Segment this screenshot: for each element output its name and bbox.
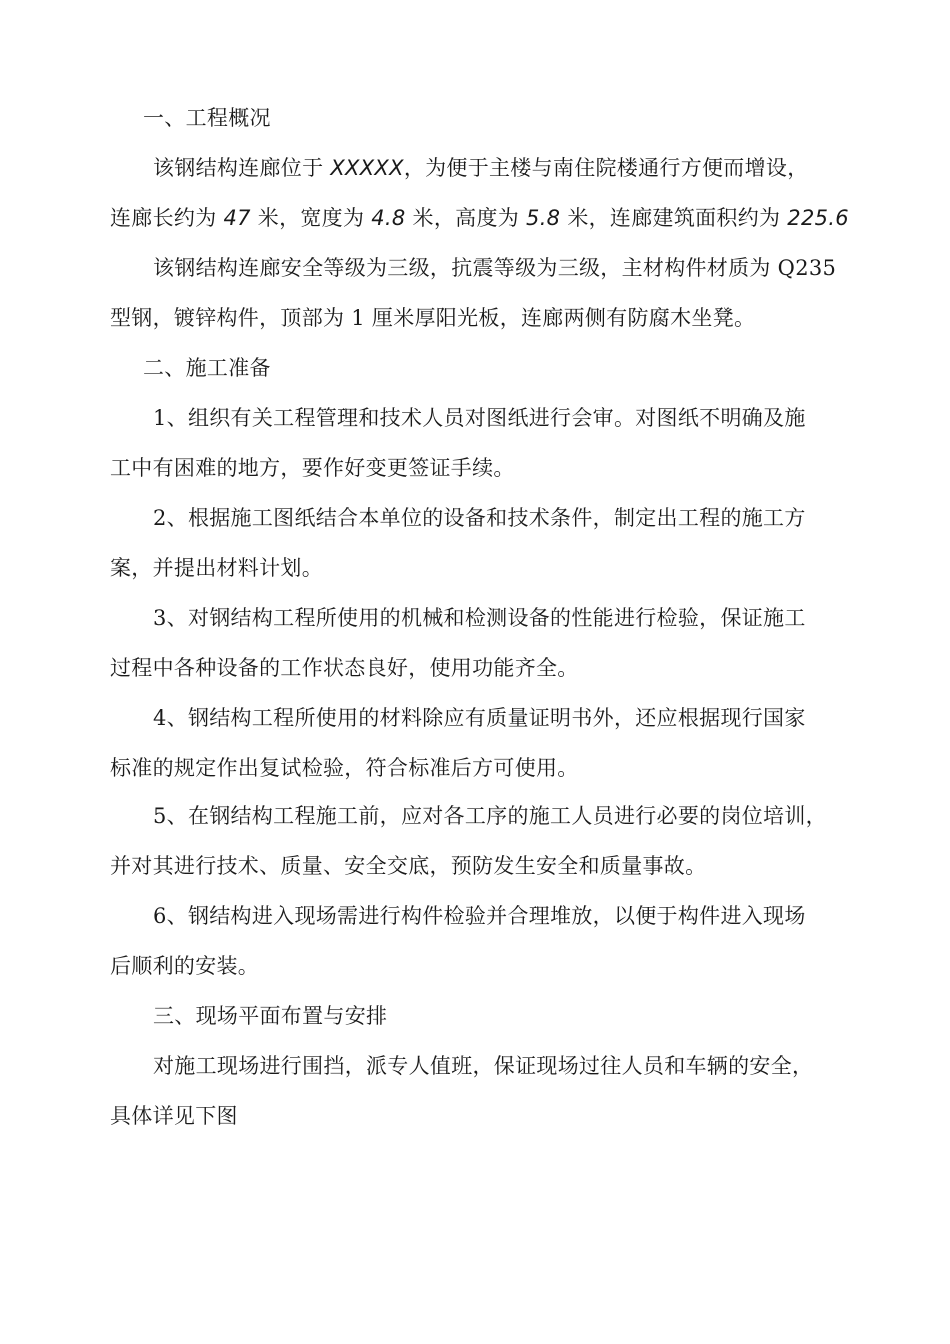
list-item-line: 案，并提出材料计划。 — [110, 556, 323, 580]
paragraph-line: 该钢结构连廊安全等级为三级，抗震等级为三级，主材构件材质为 Q235 — [153, 256, 837, 280]
text-span: 米，宽度为 — [250, 206, 372, 230]
paragraph-line: 对施工现场进行围挡，派专人值班，保证现场过往人员和车辆的安全， — [153, 1054, 814, 1078]
height-value: 5.8 — [526, 206, 561, 230]
paragraph-line — [153, 154, 809, 182]
list-item-line: 1、组织有关工程管理和技术人员对图纸进行会审。对图纸不明确及施 — [153, 406, 806, 430]
text-span: ，为便于主楼与南住院楼通行方便而增设， — [403, 156, 809, 180]
list-item-line: 过程中各种设备的工作状态良好，使用功能齐全。 — [110, 656, 579, 680]
width-value: 4.8 — [371, 206, 406, 230]
section-heading-preparation: 二、施工准备 — [143, 356, 271, 380]
list-item-line: 2、根据施工图纸结合本单位的设备和技术条件，制定出工程的施工方 — [153, 506, 806, 530]
text-span: 该钢结构连廊位于 — [153, 156, 331, 180]
list-item-line: 3、对钢结构工程所使用的机械和检测设备的性能进行检验，保证施工 — [153, 606, 806, 630]
list-item-line: 4、钢结构工程所使用的材料除应有质量证明书外，还应根据现行国家 — [153, 706, 806, 730]
list-item-line: 5、在钢结构工程施工前，应对各工序的施工人员进行必要的岗位培训， — [153, 804, 827, 828]
location-value: XXXXX — [330, 156, 404, 180]
paragraph-line: 具体详见下图 — [110, 1104, 238, 1128]
list-item-line: 后顺利的安装。 — [110, 954, 260, 978]
list-item-line: 标准的规定作出复试检验，符合标准后方可使用。 — [110, 756, 579, 780]
area-value: 225.6 — [787, 206, 849, 230]
list-item-line: 并对其进行技术、质量、安全交底，预防发生安全和质量事故。 — [110, 854, 707, 878]
section-heading-overview: 一、工程概况 — [143, 106, 271, 130]
section-heading-site-layout: 三、现场平面布置与安排 — [153, 1004, 388, 1028]
paragraph-line — [110, 204, 849, 232]
length-value: 47 — [223, 206, 251, 230]
text-span: 米，高度为 — [405, 206, 527, 230]
paragraph-line: 型钢，镀锌构件，顶部为 1 厘米厚阳光板，连廊两侧有防腐木坐凳。 — [110, 306, 756, 330]
list-item-line: 工中有困难的地方，要作好变更签证手续。 — [110, 456, 515, 480]
text-span: 米，连廊建筑面积约为 — [560, 206, 788, 230]
list-item-line: 6、钢结构进入现场需进行构件检验并合理堆放，以便于构件进入现场 — [153, 904, 806, 928]
text-span: 连廊长约为 — [110, 206, 224, 230]
